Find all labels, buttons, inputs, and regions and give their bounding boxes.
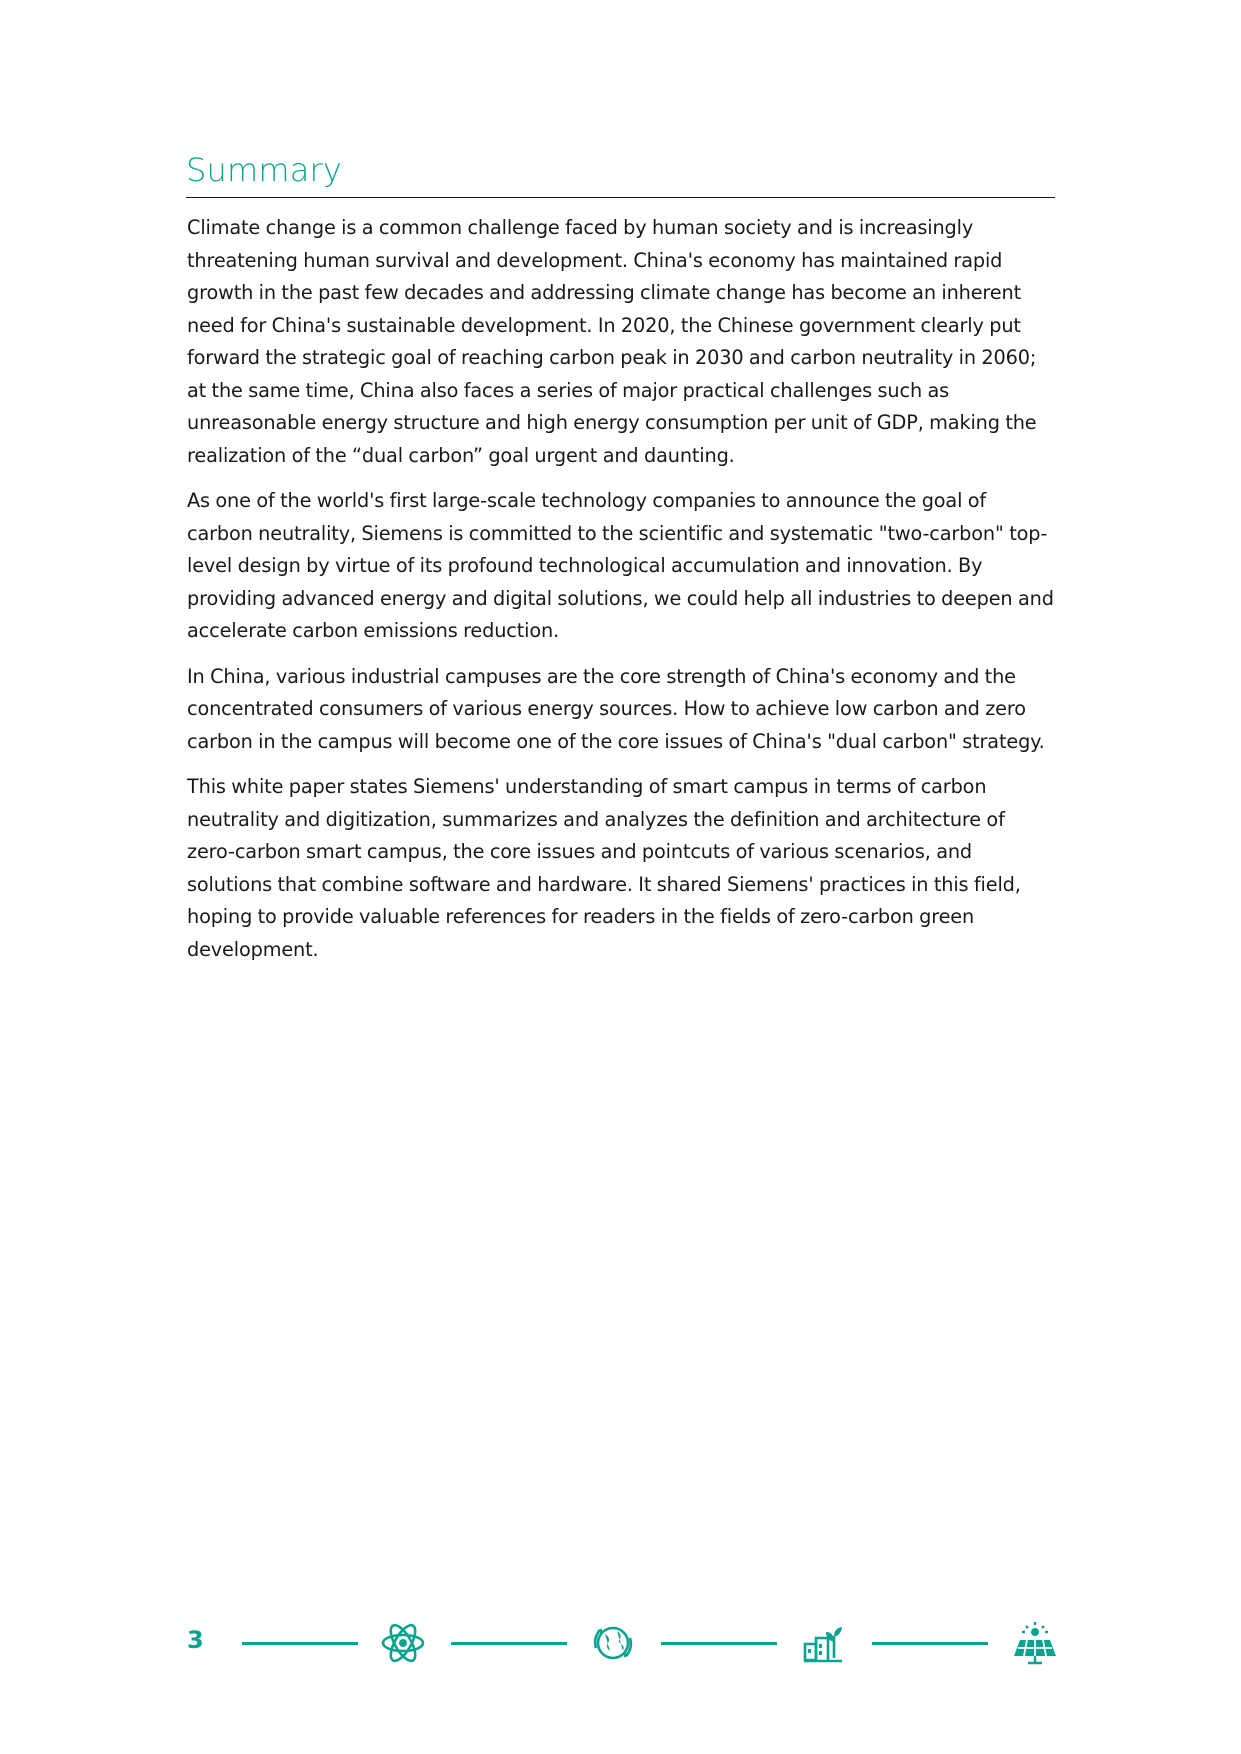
- title-divider: [186, 197, 1055, 198]
- footer-divider-line: [661, 1642, 777, 1645]
- atom-icon: [380, 1620, 426, 1666]
- paragraph: As one of the world's first large-scale technology companies to announce the goal of carbon neutrality, Siemens is committed to the scientific and systematic "two-carbon" top-level design by virtue of its profound technological accumulation and innovation. By providing advanced energy and digital solutions, we could help all industries to deepen and accelerate carbon emissions reduction.: [187, 489, 1054, 642]
- paragraph: Climate change is a common challenge faced by human society and is increasingly threatening human survival and development. China's economy has maintained rapid growth in the past few decades and addressing climate change has become an inherent need for China's sustainable development. In 2020, the Chinese government clearly put forward the strategic goal of reaching carbon peak in 2030 and carbon neutrality in 2060; at the same time, China also faces a series of major practical challenges such as unreasonable energy structure and high energy consumption per unit of GDP, making the realization of the “dual carbon” goal urgent and daunting.: [187, 216, 1037, 467]
- paragraph: This white paper states Siemens' understanding of smart campus in terms of carbon neutrality and digitization, summarizes and analyzes the definition and architecture of zero-carbon smart campus, the core issues and pointcuts of various scenarios, and solutions that combine software and hardware. It shared Siemens' practices in this field, hoping to provide valuable references for readers in the fields of zero-carbon green development.: [187, 775, 1021, 961]
- page-number: 3: [187, 1626, 204, 1654]
- footer-divider-line: [242, 1642, 358, 1645]
- summary-body: [187, 212, 1057, 979]
- globe-leaf-icon: [590, 1620, 636, 1666]
- footer-divider-line: [872, 1642, 988, 1645]
- factory-plant-icon: [800, 1620, 846, 1666]
- solar-panel-icon: [1012, 1620, 1058, 1666]
- paragraph: In China, various industrial campuses are the core strength of China's economy and the concentrated consumers of various energy sources. How to achieve low carbon and zero carbon in the campus will become one of the core issues of China's "dual carbon" strategy.: [187, 664, 1045, 753]
- section-title: Summary: [186, 151, 343, 189]
- footer-divider-line: [451, 1642, 567, 1645]
- page-footer: [186, 1616, 1060, 1668]
